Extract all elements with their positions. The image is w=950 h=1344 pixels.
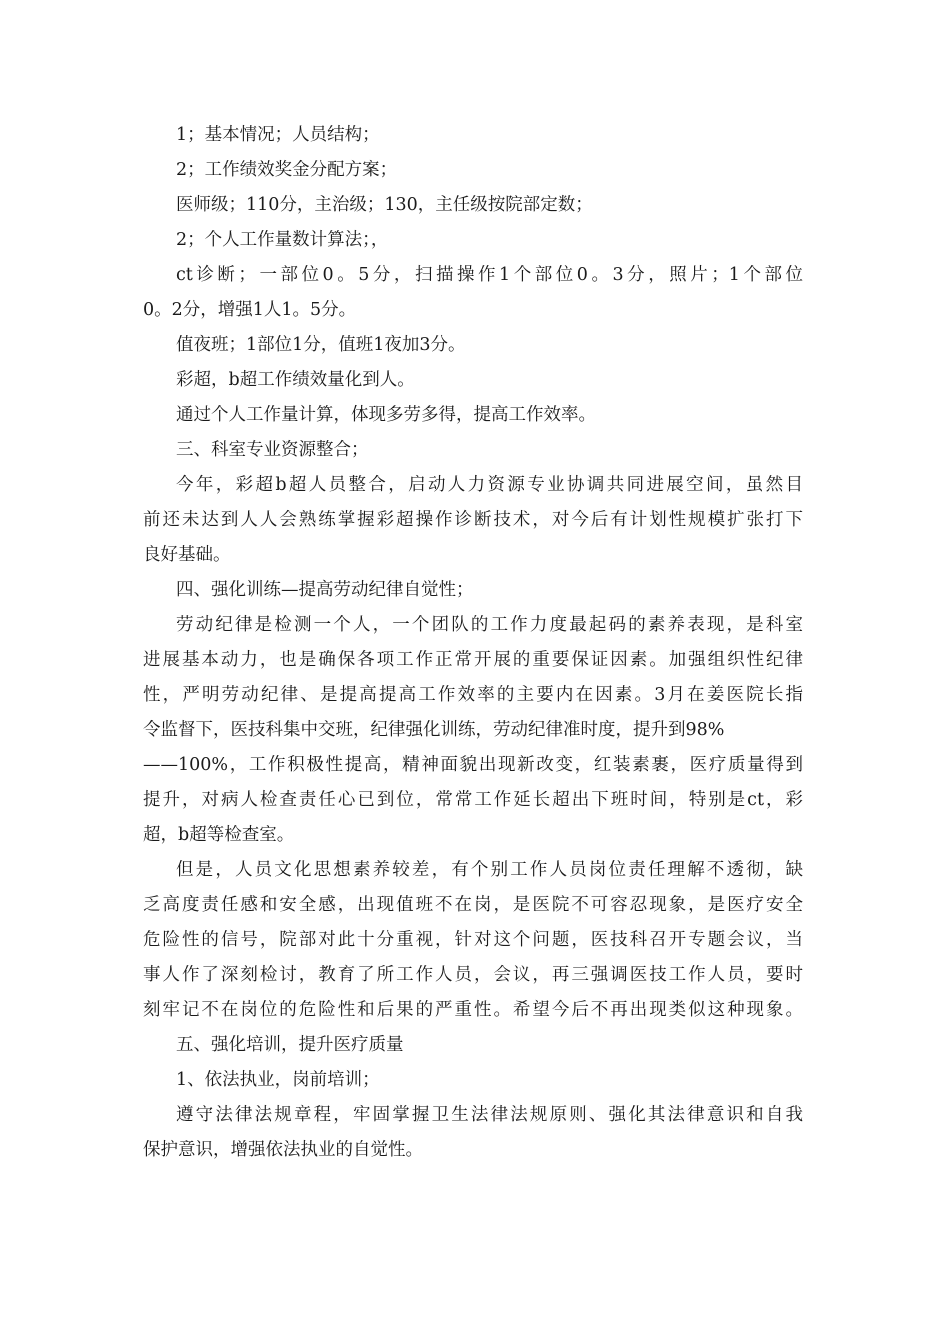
text-line: 值夜班；1部位1分，值班1夜加3分。 xyxy=(176,335,466,355)
text-line: 通过个人工作量计算，体现多劳多得，提高工作效率。 xyxy=(176,405,596,425)
text-line: 事人作了深刻检讨，教育了所工作人员，会议，再三强调医技工作人员，要时 xyxy=(143,965,803,985)
text-line: 1；基本情况；人员结构； xyxy=(176,125,380,145)
text-line: 性，严明劳动纪律、是提高提高工作效率的主要内在因素。3月在姜医院长指 xyxy=(143,685,803,705)
text-line: 2；工作绩效奖金分配方案； xyxy=(176,160,398,180)
text-line: 2；个人工作量数计算法；， xyxy=(176,230,389,250)
text-line: 遵守法律法规章程，牢固掌握卫生法律法规原则、强化其法律意识和自我 xyxy=(176,1105,803,1125)
text-line: 四、强化训练—提高劳动纪律自觉性； xyxy=(176,580,474,600)
text-line: 令监督下，医技科集中交班，纪律强化训练，劳动纪律准时度，提升到98% xyxy=(143,720,725,740)
text-line: 保护意识，增强依法执业的自觉性。 xyxy=(143,1140,423,1160)
text-line: 乏高度责任感和安全感，出现值班不在岗，是医院不可容忍现象，是医疗安全 xyxy=(143,895,803,915)
text-line: 0。2分，增强1人1。5分。 xyxy=(143,300,357,320)
text-line: 1、依法执业，岗前培训； xyxy=(176,1070,380,1090)
text-line: 三、科室专业资源整合； xyxy=(176,440,369,460)
text-line: 彩超，b超工作绩效量化到人。 xyxy=(176,370,415,390)
text-line: 良好基础。 xyxy=(143,545,231,565)
text-line: 提升，对病人检查责任心已到位，常常工作延长超出下班时间，特别是ct，彩 xyxy=(143,790,803,810)
text-line: 刻牢记不在岗位的危险性和后果的严重性。希望今后不再出现类似这种现象。 xyxy=(143,1000,803,1020)
text-line: 医师级；110分，主治级；130，主任级按院部定数； xyxy=(176,195,593,215)
text-line: 危险性的信号，院部对此十分重视，针对这个问题，医技科召开专题会议，当 xyxy=(143,930,803,950)
text-line: 五、强化培训，提升医疗质量 xyxy=(176,1035,404,1055)
text-line: ct诊断；一部位0。5分，扫描操作1个部位0。3分，照片；1个部位 xyxy=(176,265,803,285)
text-line: 前还未达到人人会熟练掌握彩超操作诊断技术，对今后有计划性规模扩张打下 xyxy=(143,510,803,530)
document-body xyxy=(143,118,803,1168)
text-line: ——100%，工作积极性提高，精神面貌出现新改变，红装素裹，医疗质量得到 xyxy=(143,755,803,775)
text-line: 今年，彩超b超人员整合，启动人力资源专业协调共同进展空间，虽然目 xyxy=(176,475,803,495)
text-line: 劳动纪律是检测一个人，一个团队的工作力度最起码的素养表现，是科室 xyxy=(176,615,803,635)
text-line: 超，b超等检查室。 xyxy=(143,825,295,845)
text-line: 但是，人员文化思想素养较差，有个别工作人员岗位责任理解不透彻，缺 xyxy=(176,860,803,880)
text-line: 进展基本动力，也是确保各项工作正常开展的重要保证因素。加强组织性纪律 xyxy=(143,650,803,670)
